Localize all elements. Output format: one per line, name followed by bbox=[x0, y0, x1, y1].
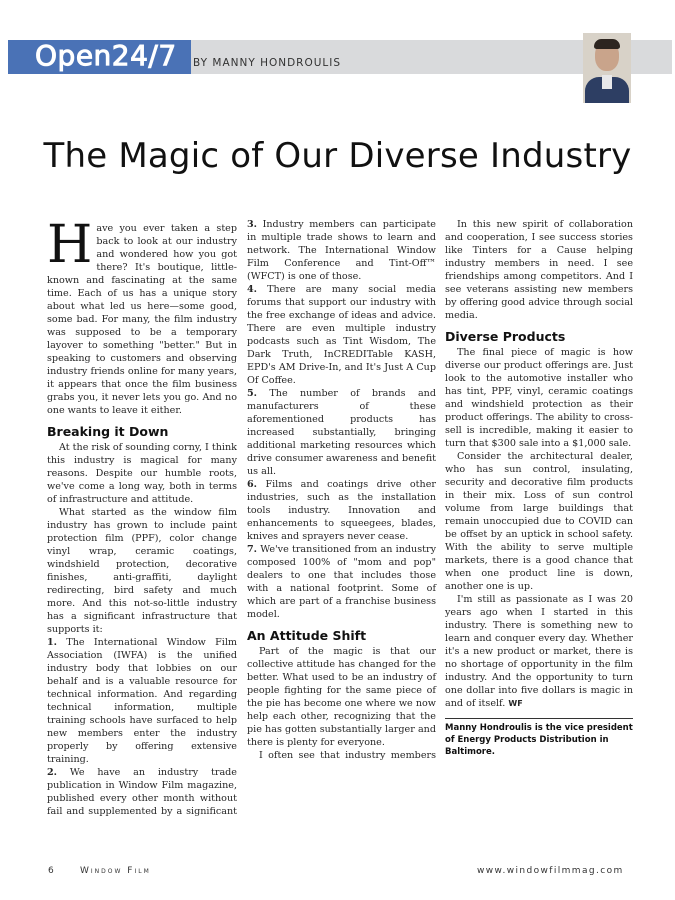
paragraph: I'm still as passionate as I was 20 years ago when I started in this industry. There is something new to learn and conquer every day. Whether it's a new product or market, there is no shortage of opportunity in the film industry. And the opportunity to turn one dollar into five dollars is magic in and of itself. WF bbox=[445, 594, 633, 709]
column-2 bbox=[247, 218, 436, 762]
article-title: The Magic of Our Diverse Industry bbox=[43, 136, 632, 176]
paragraph: The final piece of magic is how diverse our product offerings are. Just look to the automotive installer who has tint, PPF, vinyl, ceramic coatings and windshield protection as their product offerings. The ability to cross-sell is incredible, making it easier to turn that $300 sale into a $1,000 sale. bbox=[445, 347, 633, 449]
paragraph: Consider the architectural dealer, who has sun control, insulating, security and decorative film products in their mix. Loss of sun control volume from large buildings that remain unoccupied due to COVID can be offset by an uptick in school safety. With the ability to serve multiple markets, there is a good chance that when one product line is down, another one is up. bbox=[445, 451, 633, 592]
byline: BY MANNY HONDROULIS bbox=[193, 57, 342, 69]
footer-publication: Window Film bbox=[80, 866, 151, 876]
paragraph: Part of the magic is that our collective attitude has changed for the better. What used to be an industry of people fighting for the same piece of the pie has become one where we now help each other, recognizing that the pie has gotten substantially larger and there is plenty for everyone. bbox=[247, 646, 436, 748]
author-photo bbox=[583, 33, 631, 103]
intro-text: ave you ever taken a step back to look at our industry and wondered how you got there? It's boutique, little-known and fascinating at the same time. Each of us has a unique story about what led us here—some good, some bad. For many, the film industry was supposed to be a temporary layover to something "better." But in speaking to customers and observing industry friends online for many years, it appears that once the film business grabs you, it never lets you go. And no one wants to leave it either. bbox=[47, 223, 237, 416]
list-item: 3. Industry members can participate in multiple trade shows to learn and network. The International Window Film Conference and Tint-Off™ (WFCT) is one of those. bbox=[247, 219, 436, 282]
author-bio: Manny Hondroulis is the vice president of Energy Products Distribution in Baltimore. bbox=[445, 718, 633, 758]
intro-paragraph bbox=[47, 215, 237, 417]
list-item: 7. We've transitioned from an industry composed 100% of "mom and pop" dealers to one that includes those with a national footprint. Some of which are part of a franchise business model. bbox=[247, 544, 436, 620]
heading-diverse-products: Diverse Products bbox=[445, 329, 566, 344]
drop-cap: H bbox=[47, 215, 93, 275]
section-logo: Open24/7 bbox=[35, 39, 177, 72]
end-mark: WF bbox=[508, 699, 523, 708]
column-3 bbox=[445, 218, 633, 758]
paragraph: At the risk of sounding corny, I think this industry is magical for many reasons. Despite our humble roots, we've come a long way, both in terms of infrastructure and attitude. bbox=[47, 442, 237, 505]
list-item: 1. The International Window Film Association (IWFA) is the unified industry body that lobbies on our behalf and is a valuable resource for technical information. And regarding technical information, multiple training schools have surfaced to help new members enter the industry properly by offering extensive training. bbox=[47, 637, 237, 765]
paragraph: In this new spirit of collaboration and cooperation, I see success stories like Tinters for a Cause helping industry members in need. I see friendships among competitors. And I see veterans assisting new members by offering good advice through social media. bbox=[445, 219, 633, 321]
paragraph: What started as the window film industry has grown to include paint protection film (PPF), color change vinyl wrap, ceramic coatings, windshield protection, decorative finishes, anti-graffiti, daylight redirecting, bird safety and much more. And this not-so-little industry has a significant infrastructure that supports it: bbox=[47, 507, 237, 635]
footer-url: www.windowfilmmag.com bbox=[477, 866, 624, 876]
list-item: 5. The number of brands and manufacturers of these aforementioned products has increased substantially, bringing additional marketing resources which drive consumer awareness and benefit us all. bbox=[247, 388, 436, 477]
column-1 bbox=[47, 215, 237, 818]
page-number: 6 bbox=[48, 866, 55, 876]
list-item: 4. There are many social media forums that support our industry with the free exchange of ideas and advice. There are even multiple industry podcasts such as Tint Wisdom, The Dark Truth, InCREDITable KASH, EPD's AM Drive-In, and It's Just A Cup Of Coffee. bbox=[247, 284, 436, 386]
list-item: 6. Films and coatings drive other industries, such as the installation tools industry. Innovation and enhancements to squeegees, blades, knives and sprayers never cease. bbox=[247, 479, 436, 542]
paragraph: I often see that industry members bbox=[259, 750, 436, 761]
heading-attitude-shift: An Attitude Shift bbox=[247, 628, 367, 643]
list-item: 2. We have an industry trade publication in Window Film magazine, published every other month without fail and supplemented by a significant bbox=[47, 767, 237, 817]
heading-breaking-it-down: Breaking it Down bbox=[47, 424, 169, 439]
